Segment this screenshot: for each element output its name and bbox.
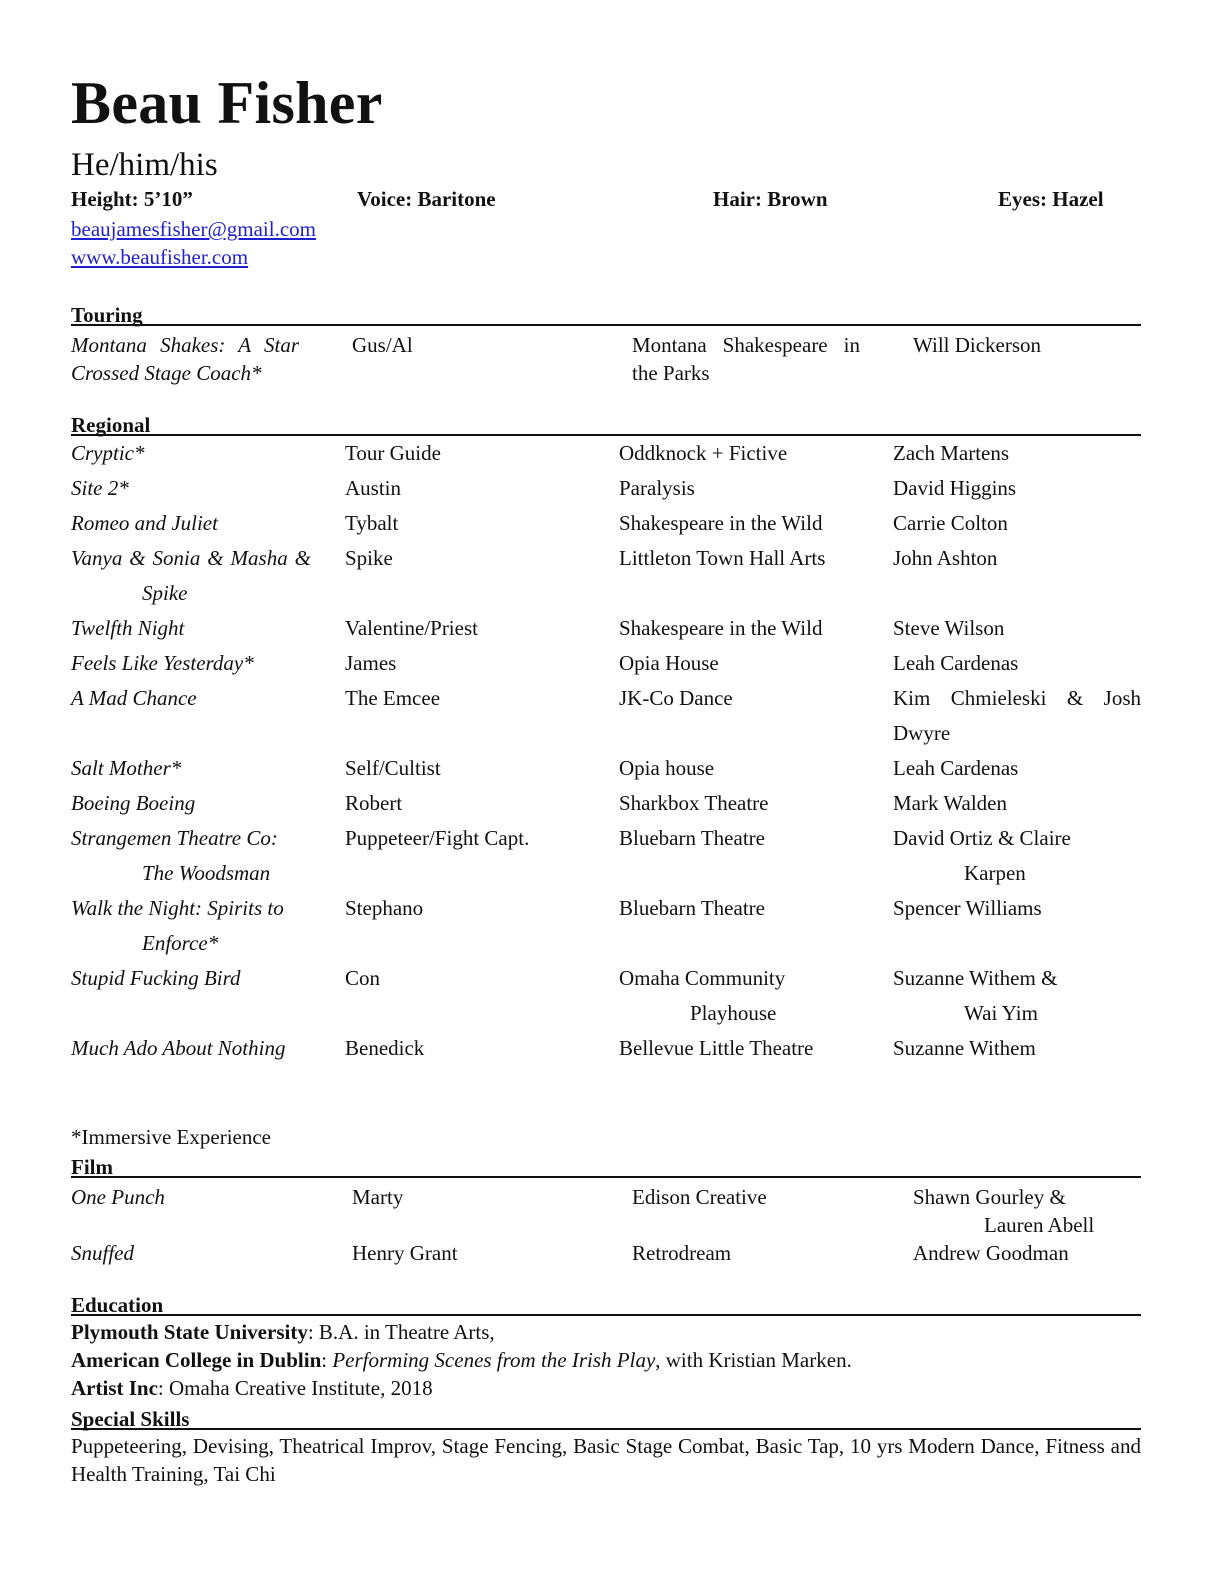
- education-heading-label: Education: [71, 1293, 164, 1317]
- touring-row: [71, 331, 1141, 391]
- film-heading: [71, 1150, 1141, 1178]
- credit-company: Montana Shakespeare in the Parks: [632, 333, 860, 385]
- voice-stat: Voice: Baritone: [357, 187, 496, 211]
- skills-text: Puppeteering, Devising, Theatrical Improv, Stage Fencing, Basic Stage Combat, Basic Tap, 10 yrs Modern Dance, Fitness and Health Training, Tai Chi: [71, 1434, 1141, 1486]
- website-link[interactable]: www.beaufisher.com: [71, 245, 249, 269]
- film-heading-label: Film: [71, 1155, 113, 1179]
- credit-director: Will Dickerson: [913, 333, 1042, 357]
- physical-stats: [71, 187, 1141, 215]
- credit-title: Montana Shakes: A Star Crossed Stage Coach*: [71, 333, 299, 385]
- hair-stat: Hair: Brown: [713, 187, 828, 211]
- education-item: Artist Inc: Omaha Creative Institute, 2018: [71, 1376, 433, 1400]
- education-item: Plymouth State University: B.A. in Theatre Arts,: [71, 1320, 495, 1344]
- email-link[interactable]: beaujamesfisher@gmail.com: [71, 217, 317, 241]
- regional-heading: [71, 408, 1141, 436]
- eyes-stat: Eyes: Hazel: [998, 187, 1104, 211]
- touring-heading-label: Touring: [71, 303, 143, 327]
- skills-heading: [71, 1402, 1141, 1430]
- pronouns: He/him/his: [71, 147, 218, 183]
- immersive-note: *Immersive Experience: [71, 1125, 271, 1149]
- education-item: American College in Dublin: Performing Scenes from the Irish Play, with Kristian Marken.: [71, 1348, 852, 1372]
- skills-heading-label: Special Skills: [71, 1407, 190, 1431]
- regional-heading-label: Regional: [71, 413, 151, 437]
- height-stat: Height: 5’10”: [71, 187, 193, 211]
- name-heading: Beau Fisher: [71, 70, 383, 136]
- credit-role: Gus/Al: [352, 333, 413, 357]
- touring-heading: [71, 298, 1141, 326]
- education-heading: [71, 1288, 1141, 1316]
